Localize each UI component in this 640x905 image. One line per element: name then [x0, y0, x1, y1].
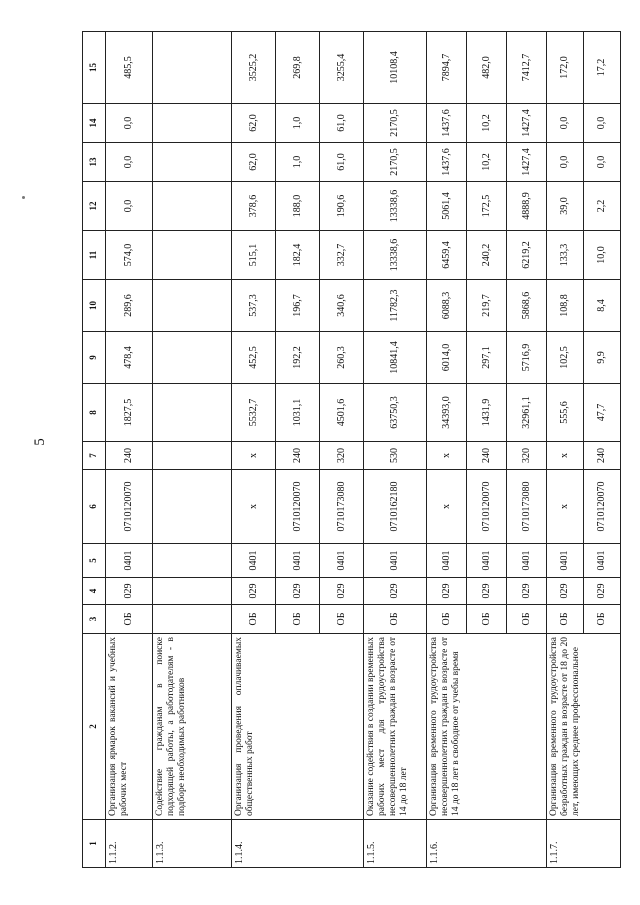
target-code: 0710173080	[507, 470, 547, 544]
table-body	[83, 32, 621, 868]
fund-source: ОБ	[427, 605, 467, 634]
value-2019: 1427,4	[507, 104, 547, 143]
col-number: 10	[83, 280, 106, 332]
value-2018: 10,2	[467, 143, 507, 182]
value-2020: 172,0	[547, 32, 584, 104]
value-2017: 4888,9	[507, 182, 547, 231]
fund-source: ОБ	[584, 605, 621, 634]
value-2018: 1437,6	[427, 143, 467, 182]
budget-table	[82, 31, 621, 868]
value-2019: 1,0	[276, 104, 320, 143]
value-2018: 1427,4	[507, 143, 547, 182]
page-number: 5	[32, 438, 48, 446]
section-code: 0401	[364, 544, 427, 578]
admin-code: 029	[320, 578, 364, 605]
value-2019: 10,2	[467, 104, 507, 143]
row-number: 1.1.2.	[106, 820, 153, 868]
value-2014: 6014,0	[427, 332, 467, 384]
fund-source: ОБ	[547, 605, 584, 634]
value-2016: 332,7	[320, 231, 364, 280]
value-2015: 196,7	[276, 280, 320, 332]
value-2019: 1437,6	[427, 104, 467, 143]
target-code: 0710162180	[364, 470, 427, 544]
admin-code: 029	[507, 578, 547, 605]
col-number: 11	[83, 231, 106, 280]
col-number: 13	[83, 143, 106, 182]
value-2015: 537,3	[232, 280, 276, 332]
value-2016: 13338,6	[364, 231, 427, 280]
value-2016: 6219,2	[507, 231, 547, 280]
value-2015: 289,6	[106, 280, 153, 332]
value-2017: 190,6	[320, 182, 364, 231]
expense-type: 320	[507, 442, 547, 470]
value-2017: 0,0	[106, 182, 153, 231]
row-description: Организация временного трудоустройства безработных граждан в возрасте от 18 до 20 лет, имеющих среднее профессиональное	[547, 634, 621, 820]
target-code: 0710120070	[276, 470, 320, 544]
row-number: 1.1.6.	[427, 820, 547, 868]
empty-cell	[153, 32, 232, 104]
value-2020: 269,8	[276, 32, 320, 104]
row-description: Содействие гражданам в поиске подходящей работы, а работодателям - в подборе необходимых работников	[153, 634, 232, 820]
col-number: 7	[83, 442, 106, 470]
col-number: 6	[83, 470, 106, 544]
value-2018: 0,0	[584, 143, 621, 182]
section-code: 0401	[547, 544, 584, 578]
value-2015: 8,4	[584, 280, 621, 332]
section-code: 0401	[467, 544, 507, 578]
expense-type: 240	[106, 442, 153, 470]
value-2014: 478,4	[106, 332, 153, 384]
fund-source: ОБ	[276, 605, 320, 634]
empty-cell	[153, 442, 232, 470]
empty-cell	[153, 544, 232, 578]
value-2018: 0,0	[106, 143, 153, 182]
value-2020: 10108,4	[364, 32, 427, 104]
value-2016: 6459,4	[427, 231, 467, 280]
value-2015: 11782,3	[364, 280, 427, 332]
value-2020: 3255,4	[320, 32, 364, 104]
row-number: 1.1.7.	[547, 820, 621, 868]
admin-code: 029	[427, 578, 467, 605]
expense-type: x	[547, 442, 584, 470]
total-sum: 4501,6	[320, 384, 364, 442]
table-row	[364, 32, 427, 868]
target-code: x	[547, 470, 584, 544]
value-2019: 61,0	[320, 104, 364, 143]
value-2015: 219,7	[467, 280, 507, 332]
row-number: 1.1.5.	[364, 820, 427, 868]
value-2020: 7894,7	[427, 32, 467, 104]
total-sum: 555,6	[547, 384, 584, 442]
section-code: 0401	[232, 544, 276, 578]
empty-cell	[153, 605, 232, 634]
value-2014: 5716,9	[507, 332, 547, 384]
target-code: 0710173080	[320, 470, 364, 544]
scan-speck	[22, 196, 25, 199]
section-code: 0401	[320, 544, 364, 578]
admin-code: 029	[364, 578, 427, 605]
admin-code: 029	[276, 578, 320, 605]
col-number: 8	[83, 384, 106, 442]
total-sum: 32961,1	[507, 384, 547, 442]
expense-type: 240	[276, 442, 320, 470]
admin-code: 029	[467, 578, 507, 605]
value-2015: 108,8	[547, 280, 584, 332]
value-2019: 62,0	[232, 104, 276, 143]
total-sum: 63750,3	[364, 384, 427, 442]
col-number: 9	[83, 332, 106, 384]
row-number: 1.1.4.	[232, 820, 364, 868]
value-2016: 240,2	[467, 231, 507, 280]
table-row	[106, 32, 153, 868]
value-2015: 340,6	[320, 280, 364, 332]
target-code: x	[232, 470, 276, 544]
fund-source: ОБ	[106, 605, 153, 634]
fund-source: ОБ	[232, 605, 276, 634]
value-2017: 188,0	[276, 182, 320, 231]
expense-type: 240	[584, 442, 621, 470]
value-2014: 102,5	[547, 332, 584, 384]
empty-cell	[153, 104, 232, 143]
table-row	[547, 32, 584, 868]
row-description: Организация проведения оплачиваемых общественных работ	[232, 634, 364, 820]
section-code: 0401	[427, 544, 467, 578]
section-code: 0401	[507, 544, 547, 578]
rotated-table-wrapper	[82, 32, 608, 868]
value-2019: 0,0	[106, 104, 153, 143]
value-2014: 9,9	[584, 332, 621, 384]
column-number-row	[83, 32, 106, 868]
admin-code: 029	[232, 578, 276, 605]
value-2017: 378,6	[232, 182, 276, 231]
col-number: 1	[83, 820, 106, 868]
row-description: Оказание содействия в создании временных рабочих мест для трудоустройства несовершеннолетних граждан в возрасте от 14 до 18 лет	[364, 634, 427, 820]
col-number: 14	[83, 104, 106, 143]
empty-cell	[153, 280, 232, 332]
value-2018: 61,0	[320, 143, 364, 182]
expense-type: x	[232, 442, 276, 470]
fund-source: ОБ	[364, 605, 427, 634]
value-2017: 172,5	[467, 182, 507, 231]
col-number: 5	[83, 544, 106, 578]
target-code: x	[427, 470, 467, 544]
fund-source: ОБ	[320, 605, 364, 634]
table-row	[232, 32, 276, 868]
admin-code: 029	[106, 578, 153, 605]
value-2020: 3525,2	[232, 32, 276, 104]
empty-cell	[153, 182, 232, 231]
value-2016: 574,0	[106, 231, 153, 280]
value-2017: 13338,6	[364, 182, 427, 231]
value-2020: 17,2	[584, 32, 621, 104]
value-2020: 485,5	[106, 32, 153, 104]
value-2019: 0,0	[584, 104, 621, 143]
col-number: 12	[83, 182, 106, 231]
section-code: 0401	[106, 544, 153, 578]
total-sum: 1827,5	[106, 384, 153, 442]
empty-cell	[153, 578, 232, 605]
value-2014: 260,3	[320, 332, 364, 384]
value-2019: 0,0	[547, 104, 584, 143]
value-2016: 515,1	[232, 231, 276, 280]
value-2017: 2,2	[584, 182, 621, 231]
section-code: 0401	[276, 544, 320, 578]
value-2020: 7412,7	[507, 32, 547, 104]
value-2016: 133,3	[547, 231, 584, 280]
total-sum: 5532,7	[232, 384, 276, 442]
value-2017: 5061,4	[427, 182, 467, 231]
row-description: Организация ярмарок вакансий и учебных рабочих мест	[106, 634, 153, 820]
value-2018: 62,0	[232, 143, 276, 182]
value-2018: 0,0	[547, 143, 584, 182]
value-2014: 192,2	[276, 332, 320, 384]
target-code: 0710120070	[467, 470, 507, 544]
value-2015: 6088,3	[427, 280, 467, 332]
admin-code: 029	[584, 578, 621, 605]
value-2016: 10,0	[584, 231, 621, 280]
row-description: Организация временного трудоустройства несовершеннолетних граждан в возрасте от 14 до 18 лет в свободное от учебы время	[427, 634, 547, 820]
table-row	[153, 32, 232, 868]
total-sum: 47,7	[584, 384, 621, 442]
total-sum: 1431,9	[467, 384, 507, 442]
row-number: 1.1.3.	[153, 820, 232, 868]
value-2014: 452,5	[232, 332, 276, 384]
target-code: 0710120070	[584, 470, 621, 544]
fund-source: ОБ	[467, 605, 507, 634]
section-code: 0401	[584, 544, 621, 578]
expense-type: 530	[364, 442, 427, 470]
total-sum: 1031,1	[276, 384, 320, 442]
empty-cell	[153, 143, 232, 182]
expense-type: x	[427, 442, 467, 470]
fund-source: ОБ	[507, 605, 547, 634]
admin-code: 029	[547, 578, 584, 605]
empty-cell	[153, 384, 232, 442]
value-2020: 482,0	[467, 32, 507, 104]
value-2014: 297,1	[467, 332, 507, 384]
expense-type: 320	[320, 442, 364, 470]
value-2014: 10841,4	[364, 332, 427, 384]
value-2018: 1,0	[276, 143, 320, 182]
col-number: 15	[83, 32, 106, 104]
value-2015: 5868,6	[507, 280, 547, 332]
col-number: 3	[83, 605, 106, 634]
col-number: 4	[83, 578, 106, 605]
value-2018: 2170,5	[364, 143, 427, 182]
col-number: 2	[83, 634, 106, 820]
value-2017: 39,0	[547, 182, 584, 231]
empty-cell	[153, 231, 232, 280]
total-sum: 34393,0	[427, 384, 467, 442]
target-code: 0710120070	[106, 470, 153, 544]
expense-type: 240	[467, 442, 507, 470]
empty-cell	[153, 470, 232, 544]
value-2016: 182,4	[276, 231, 320, 280]
empty-cell	[153, 332, 232, 384]
table-row	[427, 32, 467, 868]
value-2019: 2170,5	[364, 104, 427, 143]
